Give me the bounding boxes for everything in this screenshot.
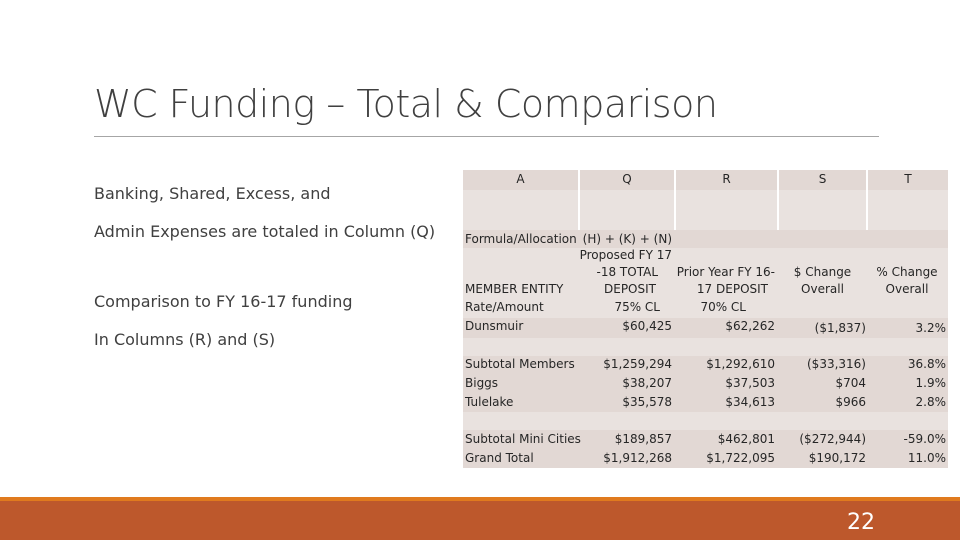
table-band-gap-2 bbox=[463, 412, 948, 430]
table-row-t: 11.0% bbox=[907, 451, 946, 465]
table-row-t: 2.8% bbox=[915, 395, 946, 409]
table-row-entity: Grand Total bbox=[465, 451, 534, 465]
table-row-r: $1,722,095 bbox=[706, 451, 775, 465]
table-band-gap-1 bbox=[463, 338, 948, 356]
table-row-entity: Biggs bbox=[465, 376, 499, 390]
table-row-entity: Dunsmuir bbox=[465, 319, 524, 333]
column-letter-r: R bbox=[722, 172, 731, 186]
table-band-blank bbox=[463, 190, 948, 230]
formula-label: Formula/Allocation bbox=[465, 232, 577, 246]
header-r-line-1: Prior Year FY 16- bbox=[676, 265, 775, 279]
table-row-q: $1,912,268 bbox=[603, 451, 672, 465]
header-t-line-2: Overall bbox=[885, 282, 929, 296]
column-letter-s: S bbox=[818, 172, 827, 186]
header-rate-amount: Rate/Amount bbox=[465, 300, 544, 314]
table-row-s: $704 bbox=[835, 376, 866, 390]
header-t-line-1: % Change bbox=[876, 265, 938, 279]
header-s-line-1: $ Change bbox=[793, 265, 852, 279]
page-number: 22 bbox=[847, 510, 875, 535]
table-row-entity: Tulelake bbox=[465, 395, 514, 409]
table-row-q: $60,425 bbox=[622, 319, 672, 333]
header-q-line-3: DEPOSIT bbox=[604, 282, 656, 296]
table-row-s: ($272,944) bbox=[799, 432, 866, 446]
table-row-r: $37,503 bbox=[725, 376, 775, 390]
body-text-line-3: Comparison to FY 16-17 funding bbox=[94, 292, 353, 311]
table-row-entity: Subtotal Members bbox=[465, 357, 575, 371]
table-row-s: $966 bbox=[835, 395, 866, 409]
header-r-line-3: 70% CL bbox=[700, 300, 746, 314]
title-divider bbox=[94, 136, 879, 137]
table-row-s: ($33,316) bbox=[807, 357, 866, 371]
table-row-t: 36.8% bbox=[907, 357, 946, 371]
table-row-r: $1,292,610 bbox=[706, 357, 775, 371]
column-letter-a: A bbox=[516, 172, 525, 186]
table-row-t: 1.9% bbox=[915, 376, 946, 390]
table-row-t: 3.2% bbox=[915, 321, 946, 335]
table-row-q: $189,857 bbox=[614, 432, 672, 446]
table-row-t: -59.0% bbox=[903, 432, 946, 446]
formula-q: (H) + (K) + (N) bbox=[582, 232, 672, 246]
column-letter-q: Q bbox=[622, 172, 632, 186]
body-text-line-1: Banking, Shared, Excess, and bbox=[94, 184, 331, 203]
header-r-line-2: 17 DEPOSIT bbox=[696, 282, 768, 296]
header-q-line-4: 75% CL bbox=[614, 300, 660, 314]
table-row-q: $35,578 bbox=[622, 395, 672, 409]
table-row-q: $1,259,294 bbox=[603, 357, 672, 371]
table-row-r: $34,613 bbox=[725, 395, 775, 409]
slide-title: WC Funding – Total & Comparison bbox=[94, 82, 718, 126]
table-row-r: $462,801 bbox=[717, 432, 775, 446]
table-row-s: $190,172 bbox=[808, 451, 866, 465]
column-letter-t: T bbox=[904, 172, 912, 186]
table-row-s: ($1,837) bbox=[814, 321, 866, 335]
table-row-r: $62,262 bbox=[725, 319, 775, 333]
table-row-q: $38,207 bbox=[622, 376, 672, 390]
header-s-line-2: Overall bbox=[801, 282, 844, 296]
footer-bar bbox=[0, 501, 960, 540]
header-member-entity: MEMBER ENTITY bbox=[465, 282, 564, 296]
header-q-line-2: -18 TOTAL bbox=[596, 265, 658, 279]
header-q-line-1: Proposed FY 17 bbox=[579, 248, 672, 262]
table-row-entity: Subtotal Mini Cities bbox=[465, 432, 581, 446]
body-text-line-2: Admin Expenses are totaled in Column (Q) bbox=[94, 222, 436, 241]
body-text-line-4: In Columns (R) and (S) bbox=[94, 330, 276, 349]
